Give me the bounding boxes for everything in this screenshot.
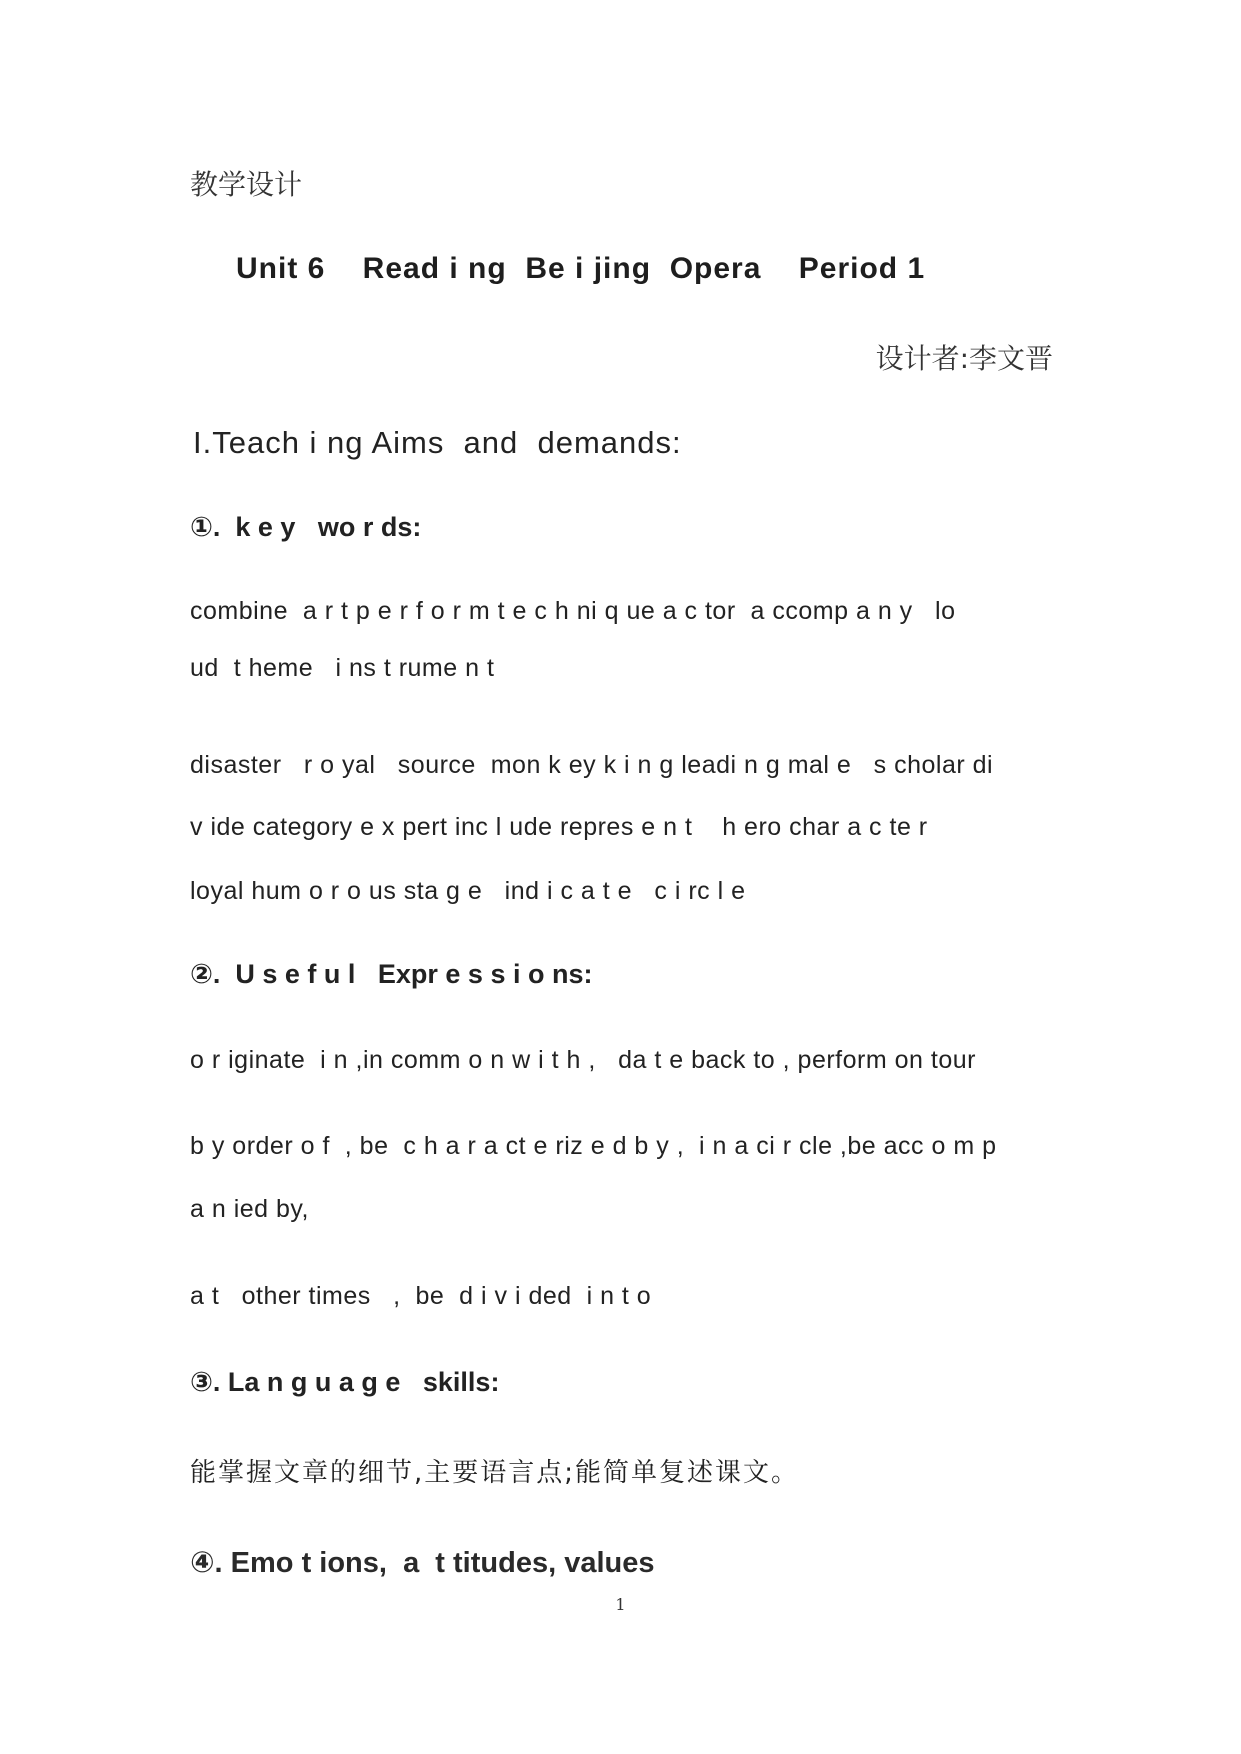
key-words-line-1: combine a r t p e r f o r m t e c h ni q ue a c tor a ccomp a n y lo	[190, 597, 956, 625]
expressions-line-2: b y order o f , be c h a r a ct e riz e d b y , i n a ci r cle ,be acc o m p	[190, 1132, 997, 1160]
key-words-line-3: disaster r o yal source mon k ey k i n g leadi n g mal e s cholar di	[190, 751, 994, 779]
page-number: 1	[615, 1595, 626, 1614]
expressions-line-1: o r iginate i n ,in comm o n w i t h , da t e back to , perform on tour	[190, 1046, 976, 1074]
expressions-line-3: a n ied by,	[190, 1195, 310, 1223]
key-words-line-2: ud t heme i ns t rume n t	[190, 654, 495, 682]
key-words-line-5: loyal hum o r o us sta g e ind i c a t e c i rc l e	[190, 877, 746, 905]
language-skills-text: 能掌握文章的细节,主要语言点;能简单复述课文。	[190, 1458, 800, 1488]
document-label: 教学设计	[190, 168, 303, 201]
key-words-heading: ①. k e y wo r ds:	[190, 512, 422, 542]
page-title: Unit 6 Read i ng Be i jing Opera Period 1	[236, 252, 926, 285]
expressions-line-4: a t other times , be d i v i ded i n t o	[190, 1282, 652, 1310]
useful-expressions-heading: ②. U s e f u l Expr e s s i o ns:	[190, 959, 593, 989]
designer-credit: 设计者:李文晋	[875, 342, 1053, 375]
key-words-line-4: v ide category e x pert inc l ude repres e n t h ero char a c te r	[190, 813, 928, 841]
emotions-heading: ④. Emo t ions, a t titudes, values	[190, 1547, 655, 1579]
section-heading-aims: I.Teach i ng Aims and demands:	[193, 425, 682, 460]
language-skills-heading: ③. La n g u a g e skills:	[190, 1367, 500, 1397]
